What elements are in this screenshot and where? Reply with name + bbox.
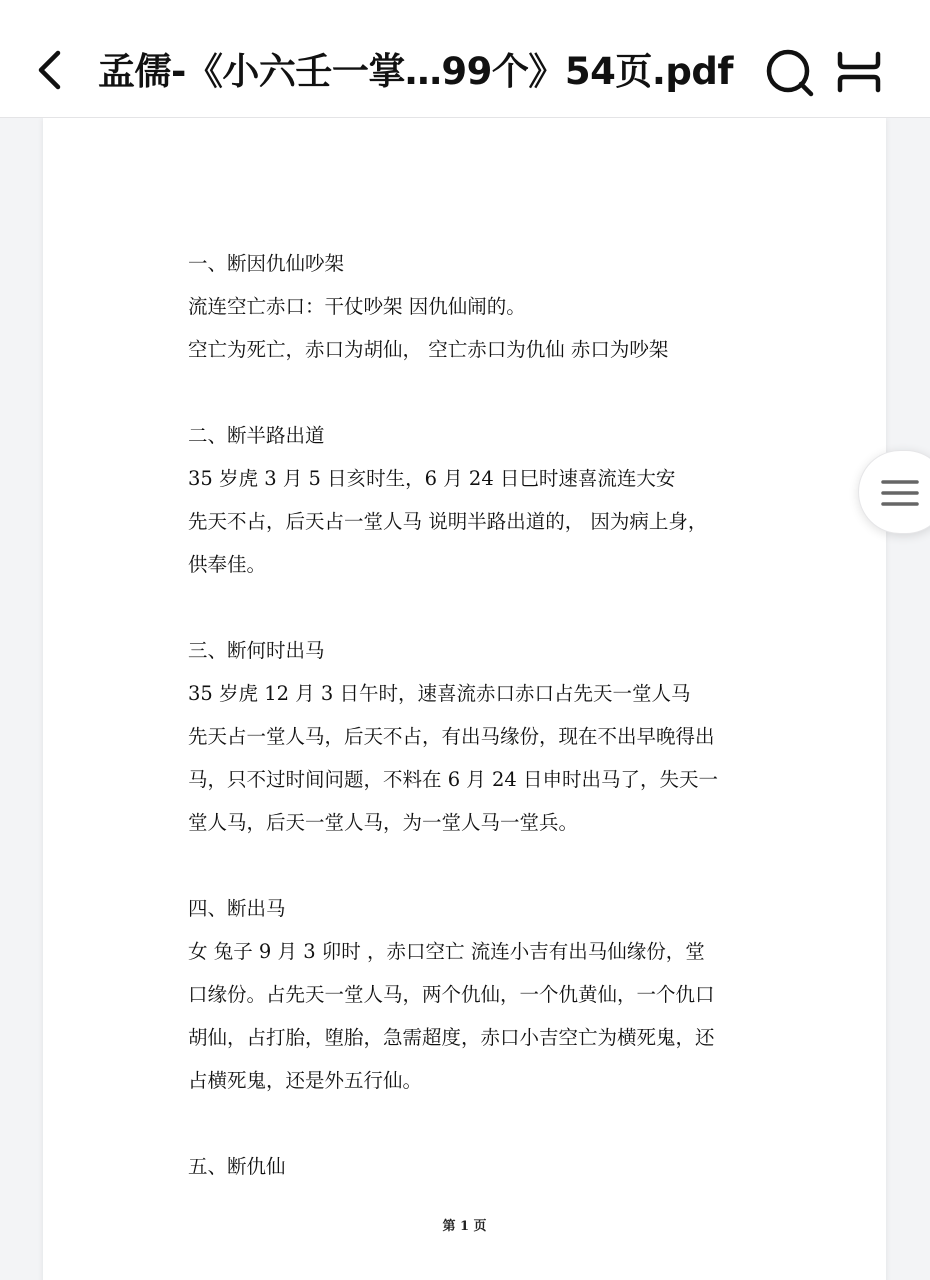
- paragraph-gap: [188, 844, 748, 887]
- menu-lines-icon: [881, 477, 919, 509]
- text-line: 供奉佳。: [188, 553, 267, 576]
- text-line: 女 兔子 9 月 3 卯时 ，赤口空亡 流连小吉有出马仙缘份，堂: [188, 940, 705, 963]
- text-line: 35 岁虎 12 月 3 日午时，速喜流赤口赤口占先天一堂人马: [188, 682, 691, 705]
- text-line: 堂人马，后天一堂人马，为一堂人马一堂兵。: [188, 811, 579, 834]
- document-viewport[interactable]: [0, 118, 930, 1280]
- section-heading: 五、断仇仙: [188, 1155, 286, 1178]
- page-content: [188, 242, 748, 1188]
- section-heading: 二、断半路出道: [188, 424, 325, 447]
- section-heading: 一、断因仇仙吵架: [188, 252, 345, 275]
- page-layout-icon: [834, 50, 884, 94]
- paragraph-gap: [188, 586, 748, 629]
- pdf-page: [43, 118, 886, 1280]
- document-title: 孟儒-《小六壬一掌…99个》54页.pdf: [98, 50, 733, 93]
- text-line: 口缘份。占先天一堂人马，两个仇仙，一个仇黄仙，一个仇口: [188, 983, 715, 1006]
- back-button[interactable]: [30, 48, 70, 92]
- section-heading: 三、断何时出马: [188, 639, 325, 662]
- text-line: 马，只不过时间问题，不料在 6 月 24 日申时出马了，失天一: [188, 768, 719, 791]
- text-line: 占横死鬼，还是外五行仙。: [188, 1069, 423, 1092]
- search-icon: [764, 47, 816, 99]
- text-line: 胡仙，占打胎，堕胎，急需超度，赤口小吉空亡为横死鬼，还: [188, 1026, 715, 1049]
- text-line: 先天占一堂人马，后天不占，有出马缘份，现在不出早晚得出: [188, 725, 715, 748]
- text-line: 先天不占，后天占一堂人马 说明半路出道的， 因为病上身，: [188, 510, 708, 533]
- paragraph-gap: [188, 1102, 748, 1145]
- top-bar: [0, 0, 930, 118]
- page-number: 第 1 页: [442, 1219, 487, 1234]
- search-button[interactable]: [764, 47, 816, 99]
- page-layout-button[interactable]: [834, 50, 884, 94]
- text-line: 35 岁虎 3 月 5 日亥时生，6 月 24 日巳时速喜流连大安: [188, 467, 676, 490]
- chevron-left-icon: [30, 48, 70, 92]
- text-line: 流连空亡赤口：干仗吵架 因仇仙闹的。: [188, 295, 526, 318]
- paragraph-gap: [188, 371, 748, 414]
- text-line: 空亡为死亡，赤口为胡仙， 空亡赤口为仇仙 赤口为吵架: [188, 338, 669, 361]
- section-heading: 四、断出马: [188, 897, 286, 920]
